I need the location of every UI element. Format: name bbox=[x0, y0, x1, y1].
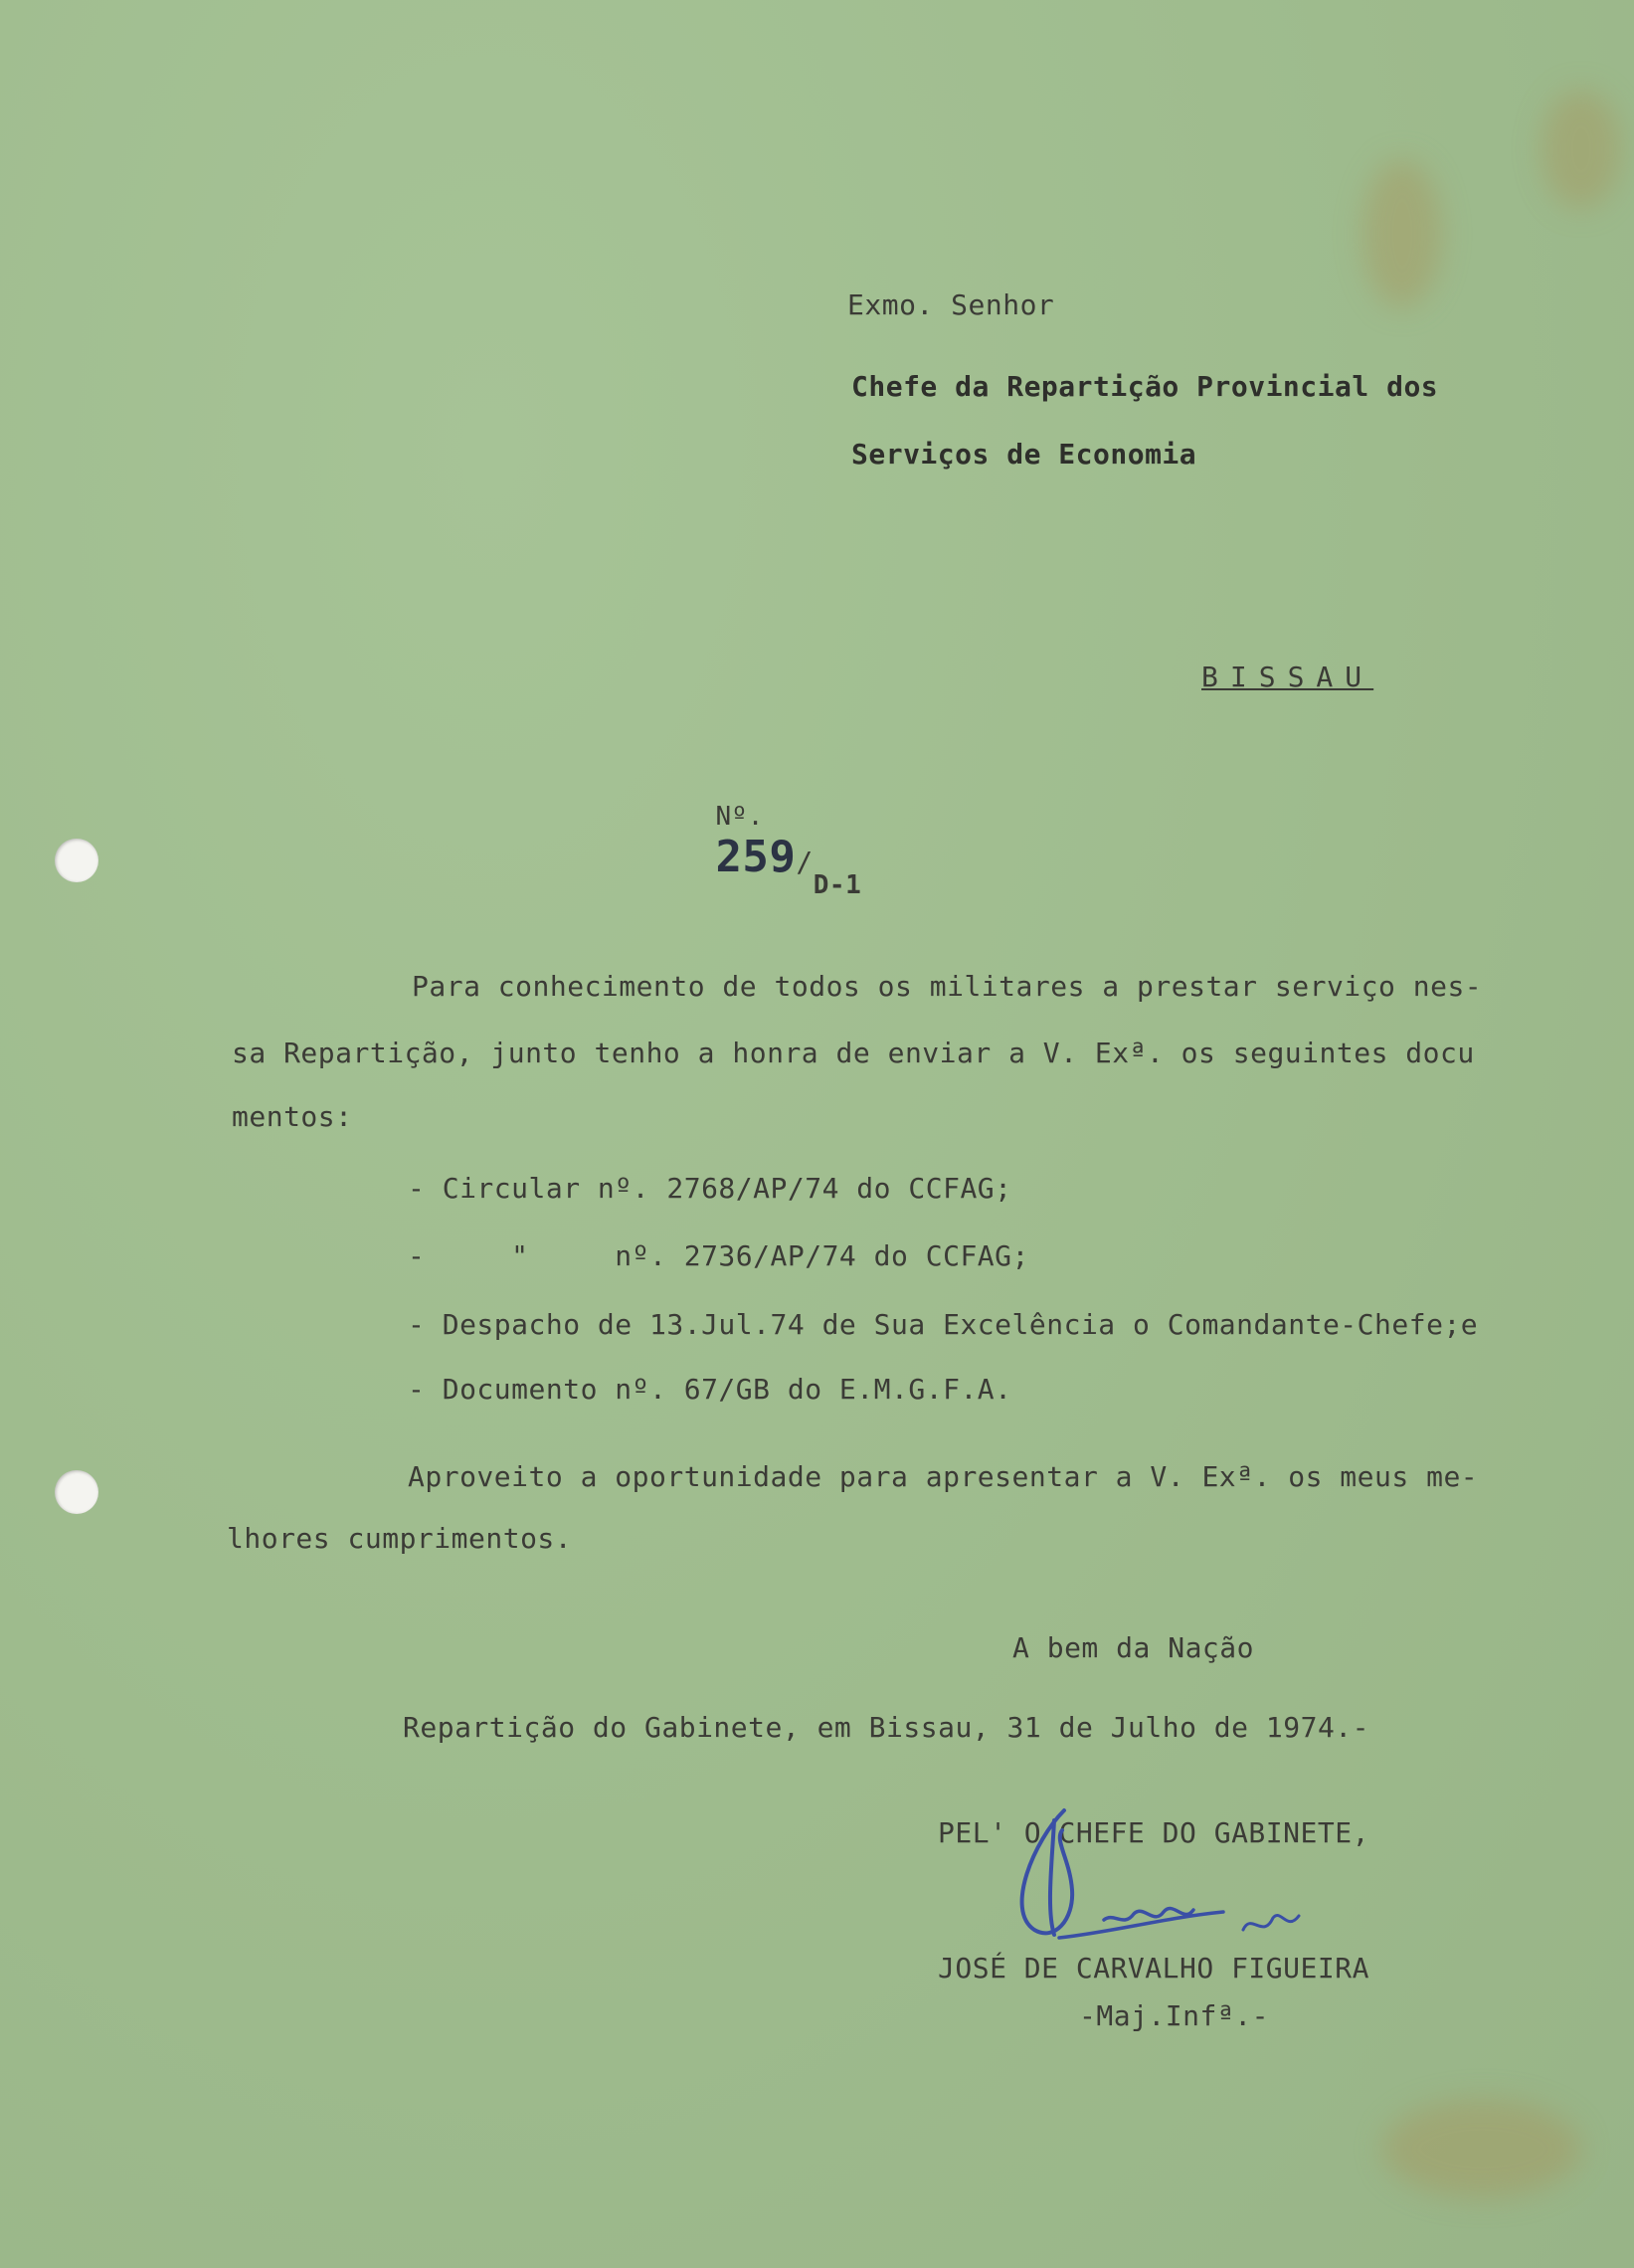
closing-motto: A bem da Nação bbox=[1012, 1631, 1255, 1664]
age-stain bbox=[1362, 159, 1442, 308]
paragraph1-line: Para conhecimento de todos os militares a prestar serviço nes- bbox=[412, 970, 1483, 1003]
document-list-item: - Circular nº. 2768/AP/74 do CCFAG; bbox=[408, 1172, 1012, 1205]
place-and-date: Repartição do Gabinete, em Bissau, 31 de Julho de 1974.- bbox=[403, 1711, 1370, 1744]
addressee-city: BISSAU bbox=[1201, 661, 1374, 693]
signatory-rank: -Maj.Infª.- bbox=[1079, 1999, 1269, 2032]
age-stain bbox=[1382, 2099, 1581, 2198]
reference-suffix: D-1 bbox=[813, 870, 862, 900]
reference-number bbox=[646, 766, 861, 915]
paragraph1-line: sa Repartição, junto tenho a honra de enviar a V. Exª. os seguintes docu bbox=[232, 1037, 1475, 1069]
document-list-item: - " nº. 2736/AP/74 do CCFAG; bbox=[408, 1239, 1029, 1272]
addressee-title-line1: Chefe da Repartição Provincial dos bbox=[851, 370, 1439, 403]
salutation: Exmo. Senhor bbox=[847, 288, 1055, 321]
reference-stamp-number: 259 bbox=[715, 832, 797, 882]
age-stain bbox=[1542, 90, 1621, 209]
signatory-name: JOSÉ DE CARVALHO FIGUEIRA bbox=[938, 1952, 1369, 1984]
handwritten-signature bbox=[995, 1800, 1362, 1960]
on-behalf-line: PEL' O CHEFE DO GABINETE, bbox=[938, 1816, 1369, 1849]
reference-prefix: Nº. bbox=[715, 802, 764, 832]
paragraph2-line: Aproveito a oportunidade para apresentar a V. Exª. os meus me- bbox=[408, 1460, 1479, 1493]
paragraph2-line: lhores cumprimentos. bbox=[227, 1522, 573, 1555]
document-list-item: - Despacho de 13.Jul.74 de Sua Excelência o Comandante-Chefe;e bbox=[408, 1308, 1479, 1341]
punch-hole-bottom bbox=[55, 1470, 98, 1514]
paragraph1-line: mentos: bbox=[232, 1100, 353, 1133]
punch-hole-top bbox=[55, 839, 98, 882]
reference-separator: / bbox=[796, 846, 814, 878]
addressee-title-line2: Serviços de Economia bbox=[851, 438, 1197, 471]
document-list-item: - Documento nº. 67/GB do E.M.G.F.A. bbox=[408, 1373, 1012, 1406]
